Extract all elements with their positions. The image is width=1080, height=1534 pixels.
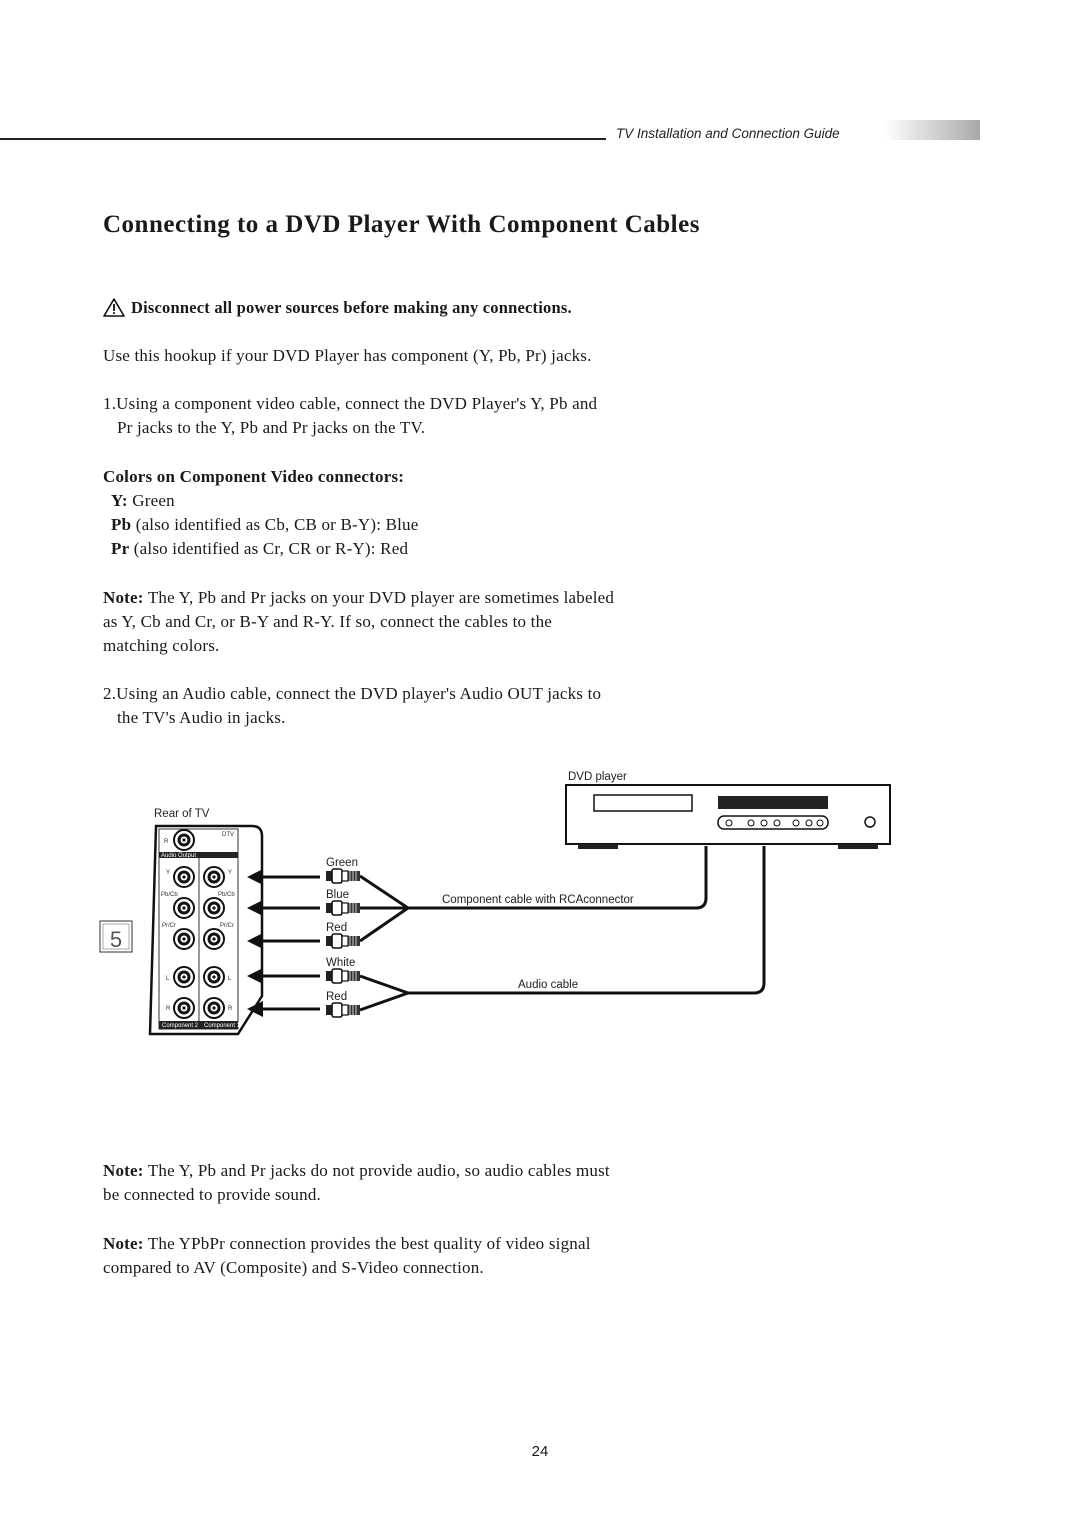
component1-pr-jack [204, 929, 224, 949]
jack-label-r-right: R [228, 1006, 233, 1012]
jack-label-r-left: R [166, 1006, 171, 1012]
plug-label-green: Green [326, 857, 358, 869]
color-pb-label: Pb [111, 515, 132, 534]
panel-component1-label: Component 1 [204, 1023, 241, 1029]
jack-label-pb-left: Pb/Cb [161, 892, 178, 898]
plug-label-white: White [326, 957, 356, 969]
plug-red-icon [326, 934, 360, 948]
component2-pb-jack [174, 898, 194, 918]
plug-label-red-audio: Red [326, 991, 348, 1003]
jack-label-y-right: Y [228, 870, 233, 876]
note1-line1: The Y, Pb and Pr jacks on your DVD player are sometimes labeled [147, 588, 615, 607]
header-guide-title: TV Installation and Connection Guide [616, 126, 840, 141]
callout-number: 5 [109, 927, 123, 952]
note3-paragraph [103, 1232, 591, 1280]
panel-component2-label: Component 2 [162, 1023, 199, 1029]
audio-cable-label: Audio cable [518, 979, 579, 991]
color-pr-label: Pr [111, 539, 130, 558]
jack-label-pr-left: Pr/Cr [162, 923, 176, 929]
colors-heading: Colors on Component Video connectors: [103, 467, 405, 486]
warning-text: Disconnect all power sources before making any connections. [131, 298, 572, 317]
plug-blue-icon [326, 901, 360, 915]
component1-y-jack [204, 867, 224, 887]
note2-line2: be connected to provide sound. [103, 1185, 321, 1204]
component-cable-label: Component cable with RCAconnector [442, 894, 634, 906]
jack-label-pb-right: Pb/Cb [218, 892, 235, 898]
note1-line3: matching colors. [103, 636, 220, 655]
plug-red-audio-icon [326, 1003, 360, 1017]
dvd-player-device [566, 785, 890, 849]
rear-of-tv-label: Rear of TV [154, 808, 210, 820]
step2-line1: 2.Using an Audio cable, connect the DVD player's Audio OUT jacks to [103, 684, 602, 703]
panel-audio-r-label: R [164, 839, 169, 845]
color-y-text: Green [132, 491, 175, 510]
note3-line2: compared to AV (Composite) and S-Video connection. [103, 1258, 484, 1277]
step2-line2: the TV's Audio in jacks. [117, 708, 286, 727]
step1-line2: Pr jacks to the Y, Pb and Pr jacks on the TV. [117, 418, 426, 437]
note1-line2: as Y, Cb and Cr, or B-Y and R-Y. If so, connect the cables to the [103, 612, 553, 631]
note3-line1: The YPbPr connection provides the best quality of video signal [147, 1234, 591, 1253]
plug-label-blue: Blue [326, 889, 350, 901]
color-pr-text: (also identified as Cr, CR or R-Y): Red [133, 539, 409, 558]
component2-audio-r-jack [174, 998, 194, 1018]
plug-green-icon [326, 869, 360, 883]
component1-pb-jack [204, 898, 224, 918]
component1-audio-l-jack [204, 967, 224, 987]
panel-audio-output-label: Audio Output [161, 853, 197, 859]
plug-white-icon [326, 969, 360, 983]
page-title: Connecting to a DVD Player With Component Cables [103, 211, 700, 238]
component2-y-jack [174, 867, 194, 887]
arrow-icons [247, 869, 320, 1017]
jack-label-l-right: L [228, 976, 232, 982]
note1-label: Note: [103, 588, 144, 607]
jack-label-l-left: L [166, 976, 170, 982]
intro-paragraph: Use this hookup if your DVD Player has component (Y, Pb, Pr) jacks. [103, 346, 592, 365]
note2-paragraph [103, 1159, 610, 1207]
step1-line1: 1.Using a component video cable, connect the DVD Player's Y, Pb and [103, 394, 598, 413]
jack-label-pr-right: Pr/Cr [220, 923, 234, 929]
color-y-label: Y: [111, 491, 128, 510]
note3-label: Note: [103, 1234, 144, 1253]
color-pb-text: (also identified as Cb, CB or B-Y): Blue [135, 515, 419, 534]
dvd-player-label: DVD player [568, 771, 627, 783]
component2-audio-l-jack [174, 967, 194, 987]
note2-label: Note: [103, 1161, 144, 1180]
jack-label-y-left: Y [166, 870, 171, 876]
panel-dtv-label: DTV [222, 832, 234, 838]
page-number: 24 [531, 1443, 549, 1460]
note2-line1: The Y, Pb and Pr jacks do not provide audio, so audio cables must [147, 1161, 610, 1180]
component2-pr-jack [174, 929, 194, 949]
plug-label-red: Red [326, 922, 348, 934]
audio-out-jack [174, 830, 194, 850]
component1-audio-r-jack [204, 998, 224, 1018]
